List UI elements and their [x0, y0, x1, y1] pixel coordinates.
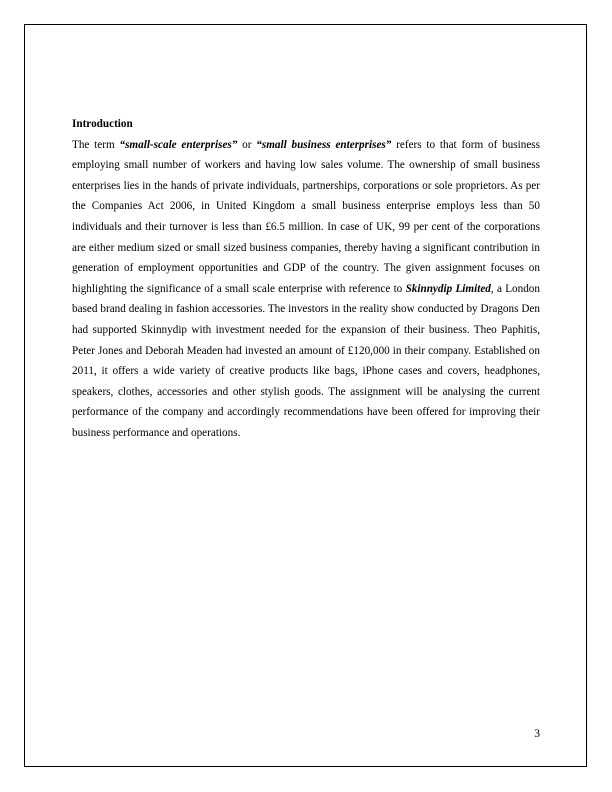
paragraph-text-2: or: [237, 138, 257, 151]
company-name: Skinnydip Limited: [405, 282, 491, 295]
paragraph-text-4: , a London based brand dealing in fashion accessories. The investors in the reality show conducted by Dragons Den had supported Skinnydip with investment needed for the expansion of their business. Theo Paphitis, Peter Jones and Deborah Meaden had invested an amount of £120,000 in their company. Established on 2011, it offers a wide variety of creative products like bags, iPhone cases and covers, headphones, speakers, clothes, accessories and other stylish goods. The assignment will be analysing the current performance of the company and accordingly recommendations have been offered for improving their business performance and operations.: [72, 282, 540, 439]
section-heading: Introduction: [72, 118, 133, 130]
document-body: [72, 114, 540, 444]
term-small-business-enterprises: “small business enterprises”: [256, 138, 392, 151]
intro-paragraph: [72, 135, 540, 444]
paragraph-text-1: The term: [72, 138, 120, 151]
paragraph-text-3: refers to that form of business employing small number of workers and having low sales volume. The ownership of small business enterprises lies in the hands of private individuals, partnerships, corporations or sole proprietors. As per the Companies Act 2006, in United Kingdom a small business enterprise employs less than 50 individuals and their turnover is less than £6.5 million. In case of UK, 99 per cent of the corporations are either medium sized or small sized business companies, thereby having a significant contribution in generation of employment opportunities and GDP of the country. The given assignment focuses on highlighting the significance of a small scale enterprise with reference to: [72, 138, 540, 295]
page-number: 3: [534, 728, 540, 740]
term-small-scale-enterprises: “small-scale enterprises”: [119, 138, 238, 151]
